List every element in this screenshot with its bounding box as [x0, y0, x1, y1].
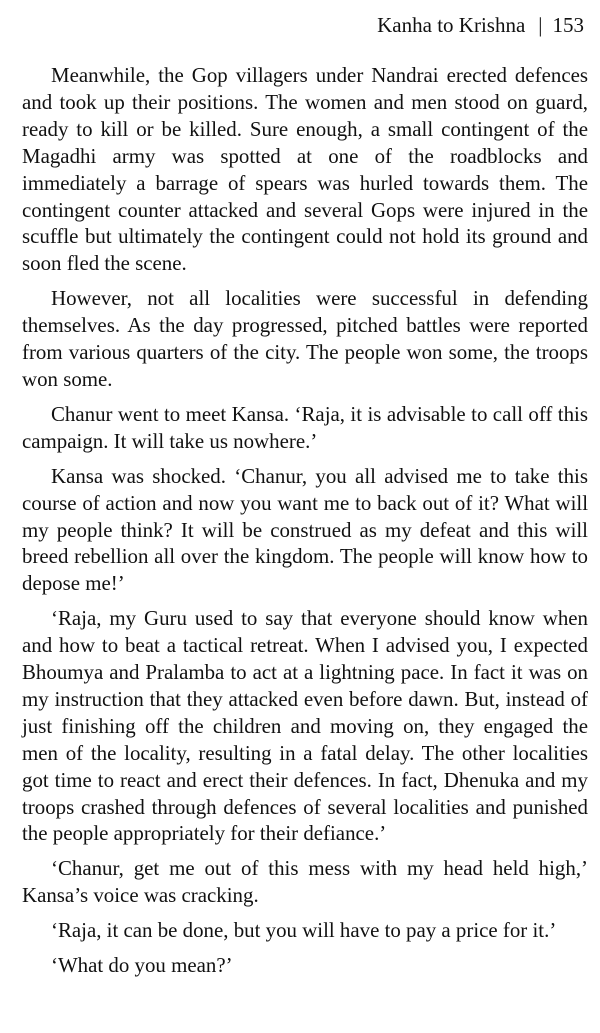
body-text: [22, 62, 588, 987]
paragraph-5: ‘Raja, my Guru used to say that everyone should know when and how to beat a tactical retreat. When I advised you, I expected Bhoumya and Pralamba to act at a lightning pace. In fact it was on my instruction that they attacked even before dawn. But, instead of just finishing off the children and moving on, they engaged the men of the locality, resulting in a fatal delay. The other localities got time to react and erect their defences. In fact, Dhenuka and my troops crashed through defences of several localities and punished the people appropriately for their defiance.’: [22, 606, 588, 846]
paragraph-4: Kansa was shocked. ‘Chanur, you all advised me to take this course of action and now you want me to back out of it? What will my people think? It will be construed as my defeat and this will breed rebellion all over the kingdom. The people will know how to depose me!’: [22, 463, 588, 596]
book-title: Kanha to Krishna: [377, 13, 526, 37]
paragraph-6: ‘Chanur, get me out of this mess with my head held high,’ Kansa’s voice was cracking.: [22, 856, 588, 908]
header-separator: |: [538, 13, 543, 37]
paragraph-8: ‘What do you mean?’: [51, 953, 233, 978]
running-header: [377, 12, 584, 38]
paragraph-7: ‘Raja, it can be done, but you will have to pay a price for it.’: [51, 918, 557, 943]
paragraph-1: Meanwhile, the Gop villagers under Nandrai erected defences and took up their positions. The women and men stood on guard, ready to kill or be killed. Sure enough, a small contingent of the Magadhi army was spotted at one of the roadblocks and immediately a barrage of spears was hurled towards them. The contingent counter attacked and several Gops were injured in the scuffle but ultimately the contingent could not hold its ground and soon fled the scene.: [22, 63, 588, 276]
paragraph-2: However, not all localities were successful in defending themselves. As the day progressed, pitched battles were reported from various quarters of the city. The people won some, the troops won some.: [22, 286, 588, 391]
page-number: 153: [552, 13, 584, 37]
paragraph-3: Chanur went to meet Kansa. ‘Raja, it is advisable to call off this campaign. It will take us nowhere.’: [22, 401, 588, 453]
